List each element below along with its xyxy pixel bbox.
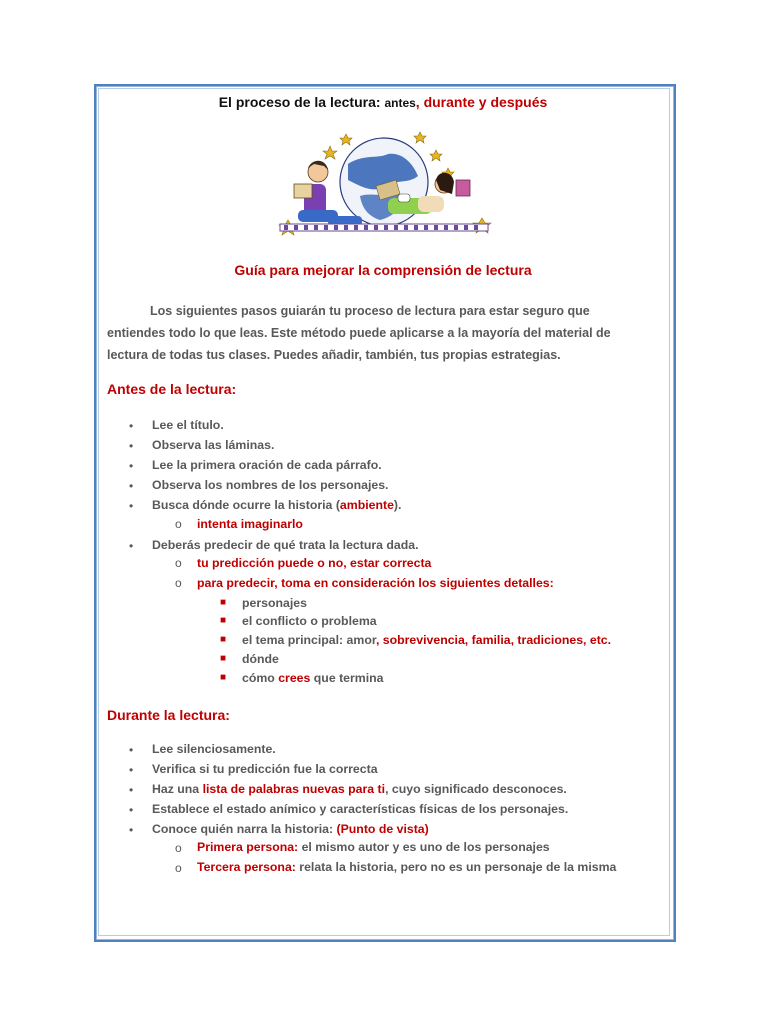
list-item: Observa los nombres de los personajes. (152, 478, 389, 492)
sub-list-item: intenta imaginarlo (197, 517, 303, 531)
list-item: Observa las láminas. (152, 438, 275, 452)
sub-list-item: Tercera persona: relata la historia, pero no es un personaje de la misma (197, 860, 617, 874)
bullet-icon: • (129, 823, 134, 837)
bullet-icon: • (129, 783, 134, 797)
list-item: Verifica si tu predicción fue la correcta (152, 762, 378, 776)
bullet-icon: • (129, 479, 134, 493)
bullet-icon: • (129, 803, 134, 817)
sub-list-item: tu predicción puede o no, estar correcta (197, 556, 432, 570)
detail-item: el conflicto o problema (242, 614, 377, 628)
list-item: Haz una lista de palabras nuevas para ti, cuyo significado desconoces. (152, 782, 567, 796)
list-item: Busca dónde ocurre la historia (ambiente). (152, 498, 402, 512)
children-reading-globe-illustration (268, 124, 500, 246)
square-bullet-icon: ■ (220, 653, 227, 664)
title-durante-despues: , durante y después (415, 94, 548, 110)
bullet-icon: • (129, 539, 134, 553)
bullet-icon: • (129, 439, 134, 453)
detail-item: cómo crees que termina (242, 671, 384, 685)
bullet-icon: • (129, 763, 134, 777)
guide-title: Guía para mejorar la comprensión de lectura (234, 262, 532, 278)
detail-item: personajes (242, 596, 307, 610)
list-item: Deberás predecir de qué trata la lectura dada. (152, 538, 419, 552)
heading-antes: Antes de la lectura: (107, 381, 237, 397)
title-antes: antes (384, 96, 416, 110)
document-title: El proceso de la lectura: antes, durante y después (218, 94, 548, 110)
circle-bullet-icon: o (175, 841, 182, 855)
square-bullet-icon: ■ (220, 615, 227, 626)
circle-bullet-icon: o (175, 556, 182, 570)
list-item: Conoce quién narra la historia: (Punto de vista) (152, 822, 429, 836)
intro-paragraph: Los siguientes pasos guiarán tu proceso de lectura para estar seguro que entiendes todo lo que leas. Este método puede aplicarse a la mayoría del material de lectura de todas tus clases. Puedes añadir, también, tus propias estrategias. (107, 304, 611, 362)
list-item: Establece el estado anímico y características físicas de los personajes. (152, 802, 569, 816)
circle-bullet-icon: o (175, 861, 182, 875)
detail-item: el tema principal: amor, sobrevivencia, familia, tradiciones, etc. (242, 633, 612, 647)
square-bullet-icon: ■ (220, 634, 227, 645)
bullet-icon: • (129, 419, 134, 433)
list-item: Lee la primera oración de cada párrafo. (152, 458, 382, 472)
detail-item: dónde (242, 652, 279, 666)
list-item: Lee el título. (152, 418, 224, 432)
heading-durante: Durante la lectura: (107, 707, 230, 723)
bullet-icon: • (129, 499, 134, 513)
square-bullet-icon: ■ (220, 597, 227, 608)
circle-bullet-icon: o (175, 517, 182, 531)
circle-bullet-icon: o (175, 576, 182, 590)
sub-list-item: Primera persona: el mismo autor y es uno de los personajes (197, 840, 550, 854)
bullet-icon: • (129, 459, 134, 473)
square-bullet-icon: ■ (220, 672, 227, 683)
list-item: Lee silenciosamente. (152, 742, 276, 756)
bullet-icon: • (129, 743, 134, 757)
sub-list-item: para predecir, toma en consideración los siguientes detalles: (197, 576, 554, 590)
